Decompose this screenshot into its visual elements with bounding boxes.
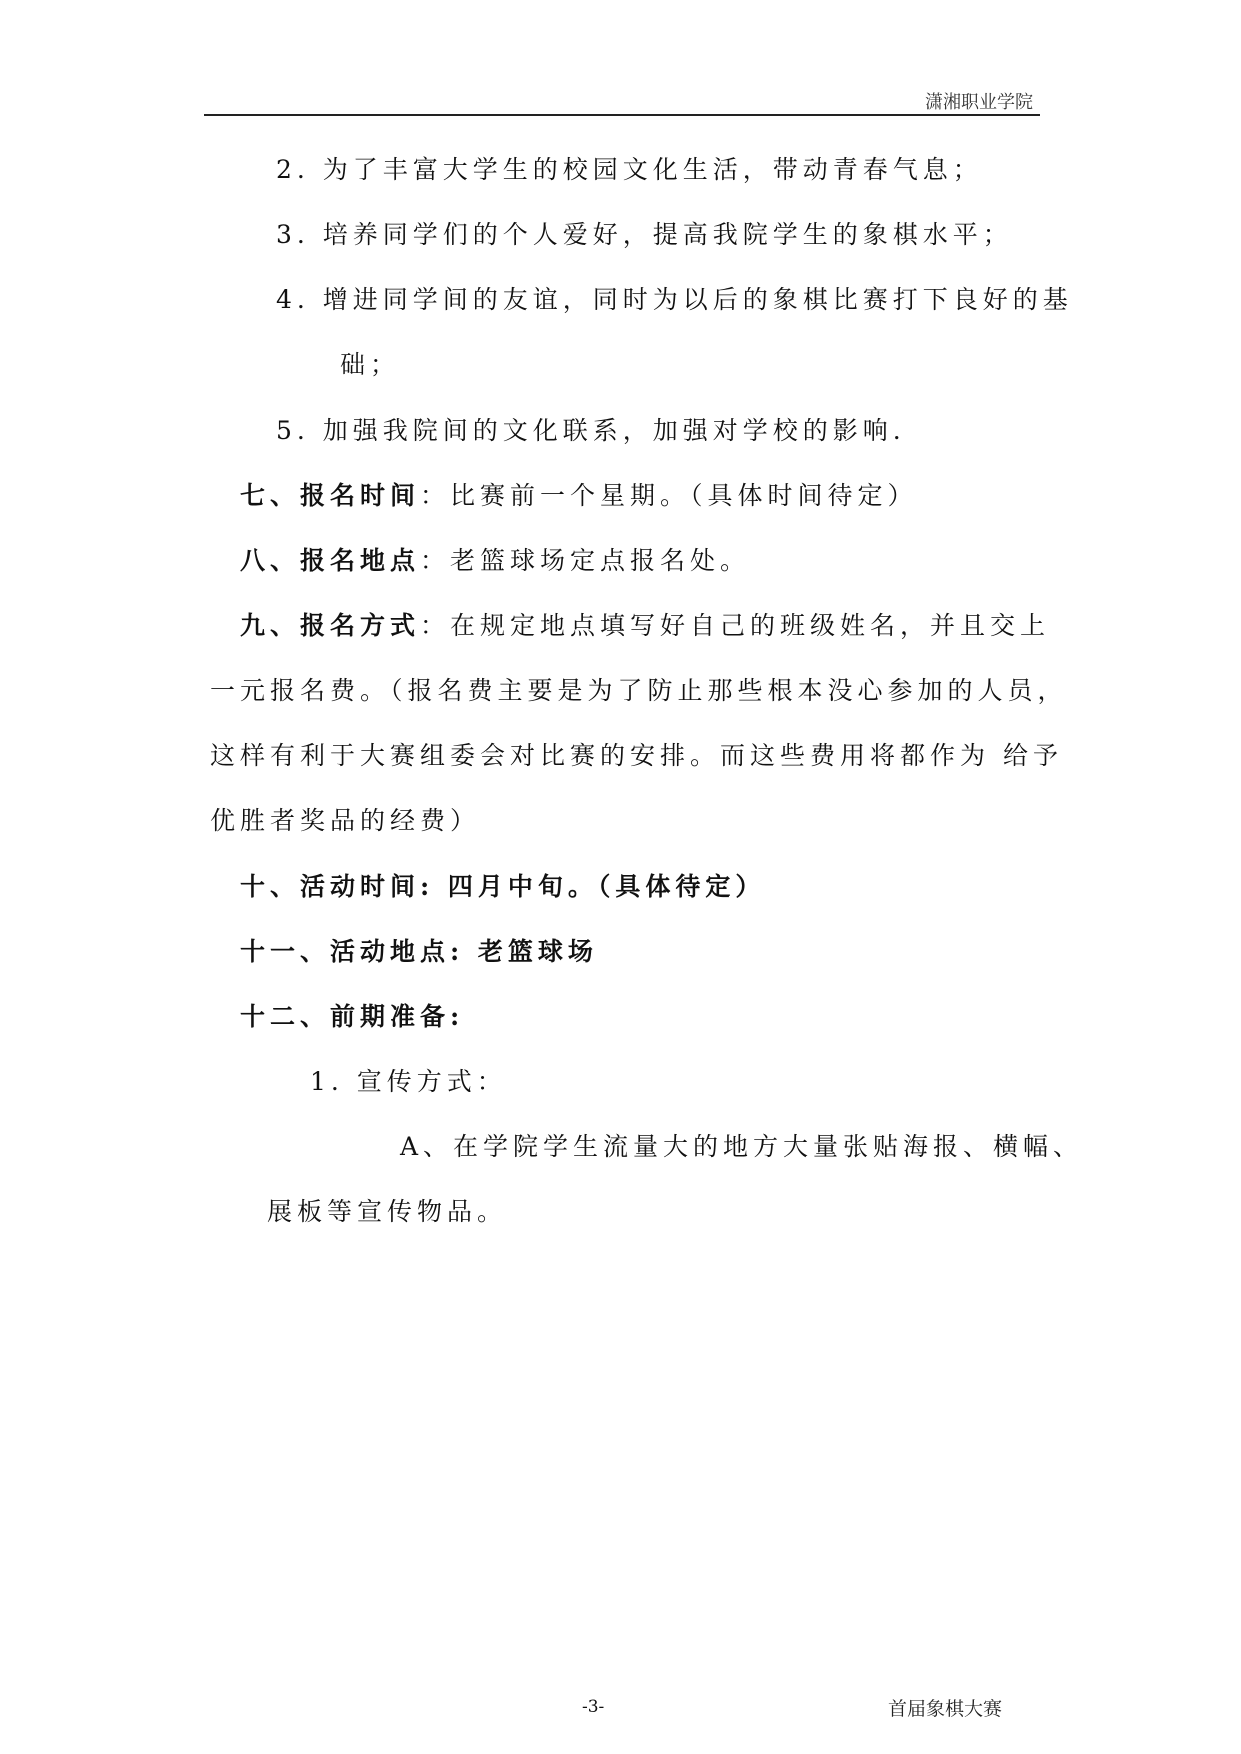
goal-item-3: 3. 培养同学们的个人爱好，提高我院学生的象棋水平； xyxy=(276,220,1013,249)
header-divider xyxy=(204,114,1040,116)
goal-item-4-continued: 础； xyxy=(340,350,401,379)
section-10: 十、活动时间: 四月中旬。（具体待定） xyxy=(240,872,766,901)
section-9-label: 九、报名方式 xyxy=(240,611,421,640)
section-8-text: ：老篮球场定点报名处。 xyxy=(420,546,751,575)
prep-item-a-continued: 展板等宣传物品。 xyxy=(267,1197,508,1226)
page-number: -3- xyxy=(582,1697,605,1717)
header-school-name: 潇湘职业学院 xyxy=(925,92,1033,113)
section-7 xyxy=(240,476,918,512)
section-7-label: 七、报名时间 xyxy=(240,481,421,510)
section-9-line-2: 一元报名费。（报名费主要是为了防止那些根本没心参加的人员， xyxy=(210,676,1068,705)
section-9-line-3: 这样有利于大赛组委会对比赛的安排。而这些费用将都作为 给予 xyxy=(210,741,1063,770)
section-8 xyxy=(240,541,750,577)
prep-item-a: A、在学院学生流量大的地方大量张贴海报、横幅、 xyxy=(400,1132,1084,1161)
section-9 xyxy=(240,606,1050,642)
goal-item-5: 5. 加强我院间的文化联系，加强对学校的影响. xyxy=(276,416,906,445)
section-7-text: ：比赛前一个星期。（具体时间待定） xyxy=(420,481,918,510)
footer-title: 首届象棋大赛 xyxy=(888,1698,1003,1720)
section-8-label: 八、报名地点 xyxy=(240,546,421,575)
section-9-text: ：在规定地点填写好自己的班级姓名，并且交上 xyxy=(420,611,1051,640)
prep-item-1: 1. 宣传方式： xyxy=(310,1067,507,1096)
section-12: 十二、前期准备: xyxy=(240,1002,465,1031)
goal-item-2: 2. 为了丰富大学生的校园文化生活，带动青春气息； xyxy=(276,155,983,184)
section-9-line-4: 优胜者奖品的经费） xyxy=(210,806,481,835)
section-11: 十一、活动地点: 老篮球场 xyxy=(240,937,598,966)
goal-item-4: 4. 增进同学间的友谊，同时为以后的象棋比赛打下良好的基 xyxy=(276,285,1073,314)
